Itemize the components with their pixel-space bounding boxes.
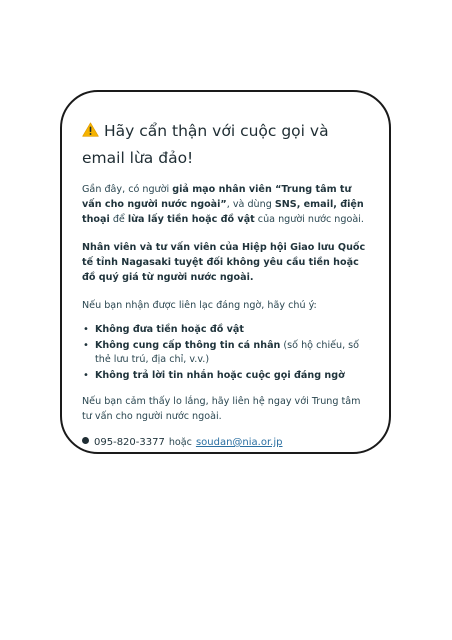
paragraph-staff-statement: Nhân viên và tư vấn viên của Hiệp hội Giao lưu Quốc tế tỉnh Nagasaki tuyệt đối không yêu cầu tiền hoặc đồ quý giá từ người nước ngoài. [82, 242, 366, 283]
notice-card [60, 90, 391, 454]
paragraph-attention-intro: Nếu bạn nhận được liên lạc đáng ngờ, hãy chú ý: [82, 300, 317, 311]
list-item [82, 369, 369, 383]
bullet-dot-icon [82, 437, 89, 444]
p1-text-3: để [109, 214, 128, 225]
p1-bold-2: SNS, email, điện thoại [82, 199, 364, 225]
p1-bold-3: lừa lấy tiền hoặc đồ vật [127, 214, 255, 225]
p1-text-4: của người nước ngoài. [254, 214, 364, 225]
warning-icon [82, 122, 99, 137]
contact-line [82, 435, 369, 450]
p1-bold-1: giả mạo nhân viên “Trung tâm tư vấn cho người nước ngoài” [82, 184, 352, 210]
list-item-text: Không đưa tiền hoặc đồ vật [95, 324, 244, 335]
paragraph-contact-advice: Nếu bạn cảm thấy lo lắng, hãy liên hệ ngay với Trung tâm tư vấn cho người nước ngoài. [82, 396, 361, 422]
notice-title [82, 118, 369, 172]
email-link[interactable]: soudan@nia.or.jp [195, 437, 283, 448]
or-text: hoặc [168, 437, 192, 448]
precaution-list [82, 323, 369, 383]
list-item-text: Không trả lời tin nhắn hoặc cuộc gọi đáng ngờ [95, 370, 345, 381]
paragraph-scam-warning [82, 182, 369, 227]
list-item [82, 339, 369, 367]
list-item [82, 323, 369, 337]
phone-number[interactable]: 095-820-3377 [94, 437, 165, 448]
title-text: Hãy cẩn thận với cuộc gọi và email lừa đảo! [82, 122, 329, 167]
list-item-text: Không cung cấp thông tin cá nhân [95, 340, 281, 351]
p1-text-2: , và dùng [226, 199, 275, 210]
list-item-detail: (số hộ chiếu, số thẻ lưu trú, địa chỉ, v.v.) [95, 340, 360, 365]
bullet-icon: • [83, 324, 89, 335]
p1-text-1: Gần đây, có người [82, 184, 173, 195]
bullet-icon: • [83, 370, 89, 381]
bullet-icon: • [83, 340, 89, 351]
